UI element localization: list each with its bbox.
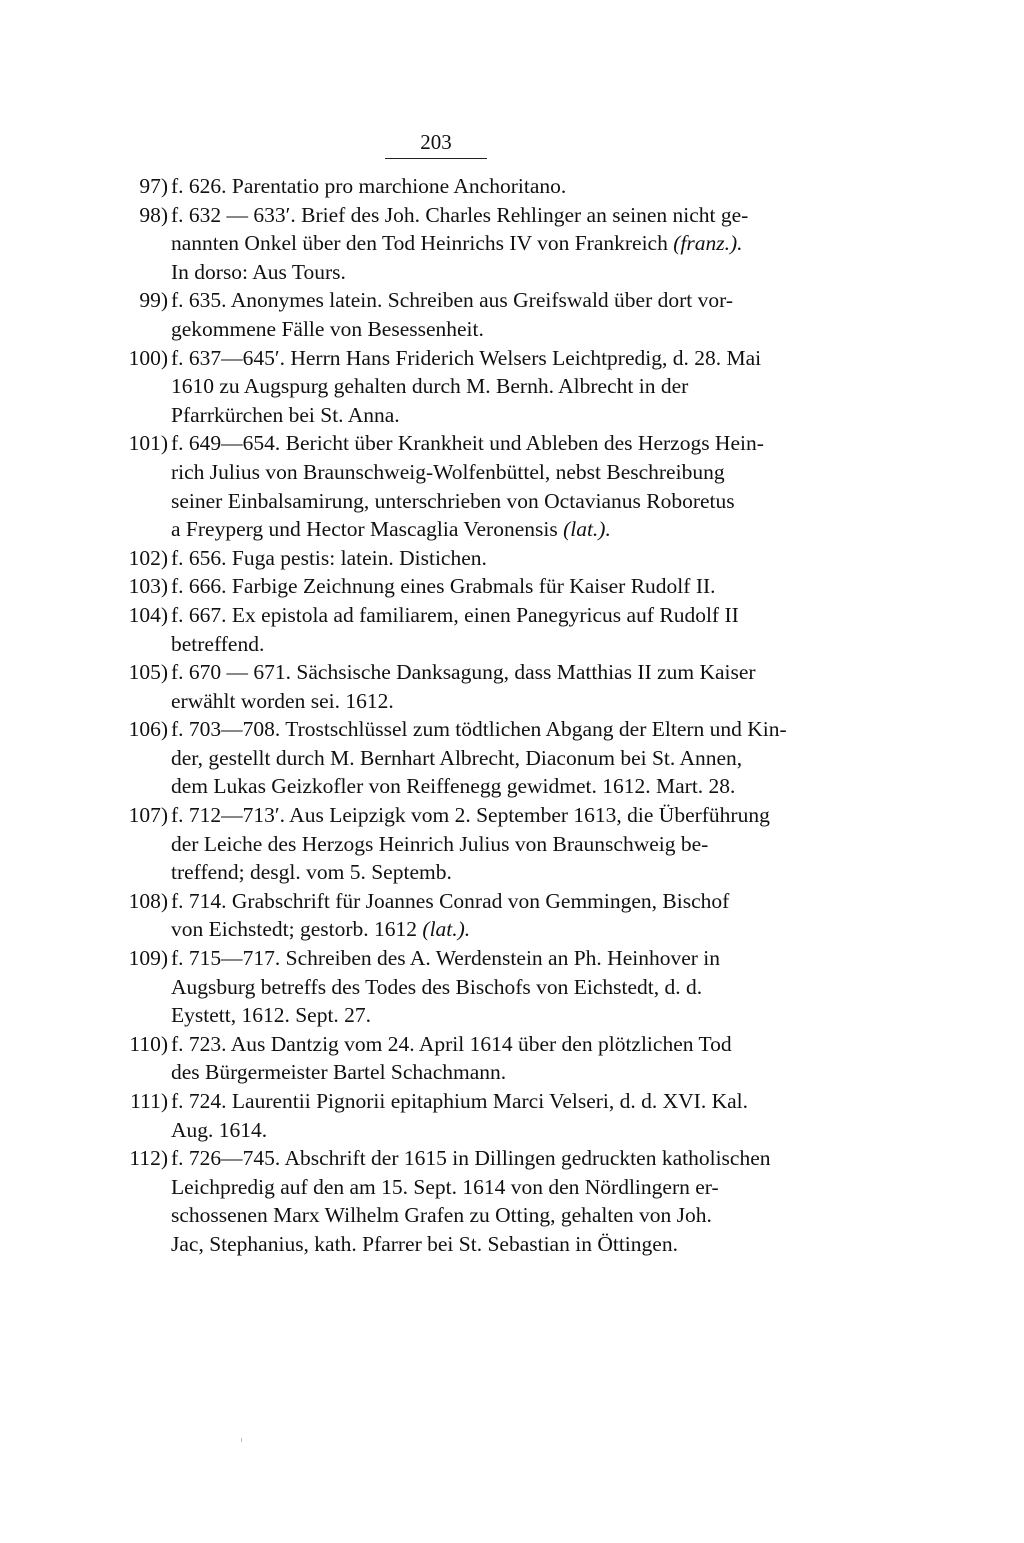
catalog-entry [104, 286, 782, 343]
language-note: (lat.). [422, 917, 471, 942]
entry-line: f. 667. Ex epistola ad familiarem, einen Panegyricus auf Rudolf II [171, 602, 739, 627]
catalog-entry [104, 1144, 782, 1258]
entry-text [171, 344, 782, 430]
catalog-entry [104, 1030, 782, 1087]
catalog-entry [104, 201, 782, 287]
entry-number: 103) [128, 574, 168, 599]
catalog-entry [104, 658, 782, 715]
entry-line: f. 656. Fuga pestis: latein. Distichen. [171, 545, 487, 570]
entry-line: Leichpredig auf den am 15. Sept. 1614 von den Nördlingern er- [171, 1174, 719, 1199]
entry-line: gekommene Fälle von Besessenheit. [171, 316, 484, 341]
entry-number: 97) [139, 174, 168, 198]
entry-line: dem Lukas Geizkofler von Reiffenegg gewidmet. 1612. Mart. 28. [171, 774, 736, 799]
catalog-entry [104, 1087, 782, 1144]
entry-line: In dorso: Aus Tours. [171, 259, 346, 284]
entry-line: f. 635. Anonymes latein. Schreiben aus Greifswald über dort vor- [171, 288, 734, 313]
entry-number: 104) [128, 602, 168, 627]
entry-number: 102) [128, 545, 168, 570]
entry-line: f. 649—654. Bericht über Krankheit und Ableben des Herzogs Hein- [171, 431, 764, 456]
entry-number: 111) [130, 1089, 168, 1113]
entry-text [171, 1144, 782, 1258]
entry-line: f. 637—645′. Herrn Hans Friderich Welsers Leichtpredig, d. 28. Mai [171, 345, 762, 370]
catalog-entry [104, 544, 782, 573]
entry-text [171, 944, 782, 1030]
entry-line: des Bürgermeister Bartel Schachmann. [171, 1060, 507, 1085]
entry-text [171, 201, 782, 287]
entry-number: 98) [139, 202, 168, 227]
entry-text [171, 887, 782, 944]
entry-line: f. 666. Farbige Zeichnung eines Grabmals für Kaiser Rudolf II. [171, 574, 716, 599]
entry-number: 105) [128, 660, 168, 685]
entry-line: f. 724. Laurentii Pignorii epitaphium Marci Velseri, d. d. XVI. Kal. [171, 1089, 749, 1113]
entry-text [171, 715, 787, 801]
entry-line: Aug. 1614. [171, 1117, 268, 1142]
entry-line: Eystett, 1612. Sept. 27. [171, 1003, 372, 1028]
entry-number: 110) [129, 1031, 168, 1056]
entry-line: f. 712—713′. Aus Leipzigk vom 2. September 1613, die Überführung [171, 803, 770, 828]
entry-line: f. 715—717. Schreiben des A. Werdenstein an Ph. Heinhover in [171, 946, 721, 971]
entry-line: erwählt worden sei. 1612. [171, 688, 394, 713]
entry-number: 101) [128, 431, 168, 456]
entry-text [171, 601, 782, 658]
entry-number: 106) [128, 717, 168, 742]
entry-line: der, gestellt durch M. Bernhart Albrecht, Diaconum bei St. Annen, [171, 745, 743, 770]
catalog-entry [104, 801, 782, 887]
entry-line: betreffend. [171, 631, 265, 656]
entry-line: a Freyperg und Hector Mascaglia Veronensis (lat.). [171, 517, 611, 542]
entry-line: 1610 zu Augspurg gehalten durch M. Bernh. Albrecht in der [171, 374, 689, 399]
entry-line: seiner Einbalsamirung, unterschrieben von Octavianus Roboretus [171, 488, 735, 513]
entry-line: f. 632 — 633′. Brief des Joh. Charles Rehlinger an seinen nicht ge- [171, 202, 749, 227]
entry-text [171, 286, 782, 343]
catalog-entry [104, 344, 782, 430]
entry-text [171, 544, 782, 573]
entry-text [171, 801, 782, 887]
catalog-entry [104, 887, 782, 944]
entry-text [171, 1030, 782, 1087]
entry-line: Jac, Stephanius, kath. Pfarrer bei St. Sebastian in Öttingen. [171, 1231, 678, 1256]
catalog-entry [104, 944, 782, 1030]
entry-line: treffend; desgl. vom 5. Septemb. [171, 860, 452, 885]
language-note: (lat.). [563, 517, 611, 542]
catalog-entry [104, 572, 782, 601]
entry-text [171, 1087, 782, 1144]
entry-number: 100) [128, 345, 168, 370]
catalog-entry [104, 601, 782, 658]
entry-line: f. 670 — 671. Sächsische Danksagung, dass Matthias II zum Kaiser [171, 660, 756, 685]
entry-text [171, 172, 782, 201]
entry-text [171, 572, 782, 601]
entry-line: schossenen Marx Wilhelm Grafen zu Otting, gehalten von Joh. [171, 1203, 712, 1228]
entry-number: 107) [128, 803, 168, 828]
entry-text [171, 429, 782, 543]
entry-number: 109) [128, 946, 168, 971]
entry-line: f. 723. Aus Dantzig vom 24. April 1614 über den plötzlichen Tod [171, 1031, 732, 1056]
scan-mark [241, 1438, 242, 1442]
entry-number: 112) [129, 1146, 168, 1171]
catalog-entry [104, 172, 782, 201]
entry-line: nannten Onkel über den Tod Heinrichs IV von Frankreich (franz.). [171, 231, 743, 256]
entry-line: f. 626. Parentatio pro marchione Anchoritano. [171, 174, 567, 198]
entry-line: rich Julius von Braunschweig-Wolfenbüttel, nebst Beschreibung [171, 459, 725, 484]
entry-line: von Eichstedt; gestorb. 1612 (lat.). [171, 917, 471, 942]
entry-line: der Leiche des Herzogs Heinrich Julius von Braunschweig be- [171, 831, 709, 856]
entry-line: Augsburg betreffs des Todes des Bischofs von Eichstedt, d. d. [171, 974, 703, 999]
entry-line: f. 726—745. Abschrift der 1615 in Dillingen gedruckten katholischen [171, 1146, 771, 1171]
entry-line: f. 714. Grabschrift für Joannes Conrad von Gemmingen, Bischof [171, 888, 730, 913]
entry-list [104, 172, 787, 1259]
page-number: 203 [385, 128, 487, 159]
catalog-entry [104, 429, 782, 543]
entry-line: Pfarrkürchen bei St. Anna. [171, 402, 400, 427]
entry-text [171, 658, 782, 715]
language-note: (franz.). [673, 231, 743, 256]
entry-line: f. 703—708. Trostschlüssel zum tödtlichen Abgang der Eltern und Kin- [171, 717, 787, 742]
entry-number: 108) [128, 888, 168, 913]
catalog-entry [104, 715, 787, 801]
entry-number: 99) [139, 288, 168, 313]
